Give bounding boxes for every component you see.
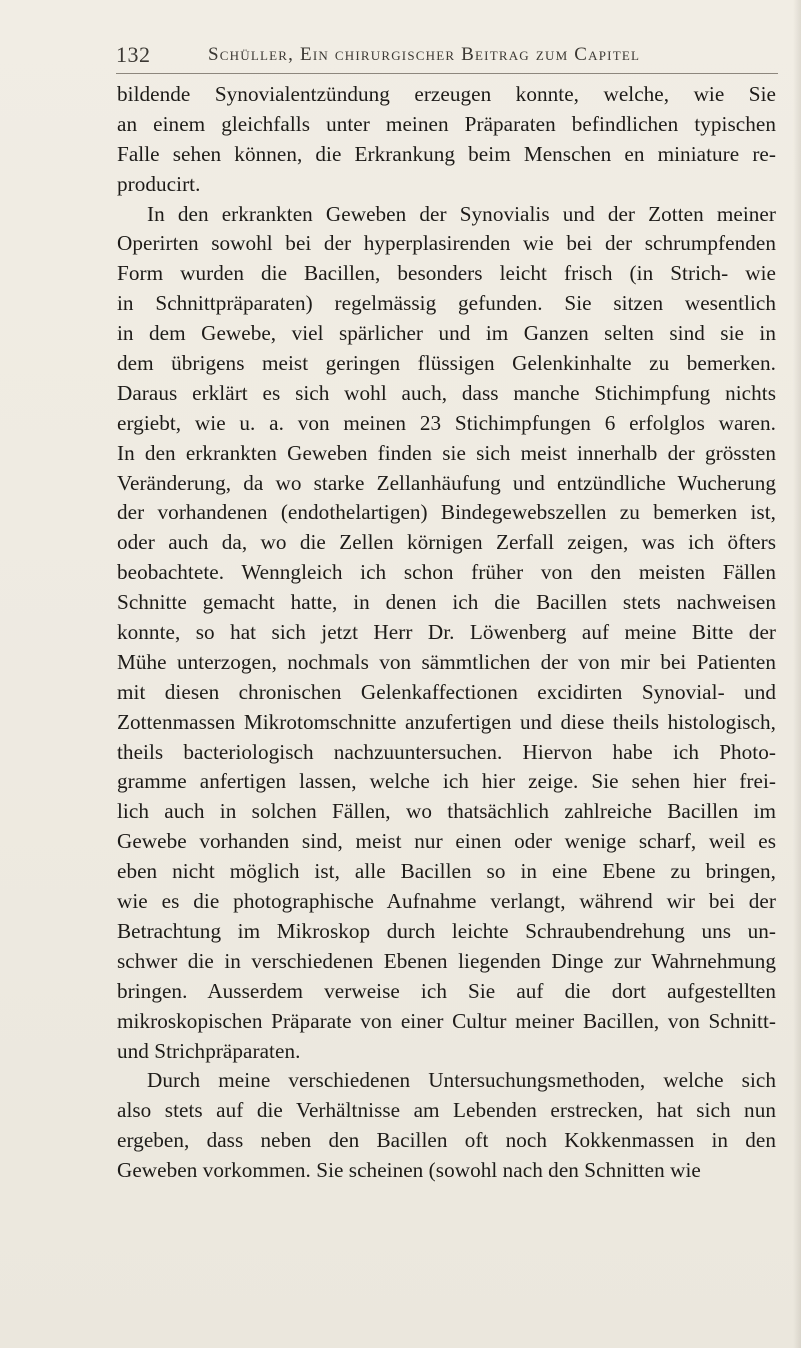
text-line: wie es die photographische Aufnahme verlangt, während wir bei der	[117, 889, 776, 914]
text-line: der vorhandenen (endothelartigen) Bindegewebszellen zu bemerken ist,	[117, 500, 776, 525]
text-line: Operirten sowohl bei der hyperplasirenden wie bei der schrumpfenden	[117, 231, 776, 256]
body-text	[117, 80, 776, 1186]
header-rule	[116, 73, 778, 74]
text-line: mikroskopischen Präparate von einer Cultur meiner Bacillen, von Schnitt-	[117, 1008, 776, 1033]
text-line: gramme anfertigen lassen, welche ich hier zeige. Sie sehen hier frei-	[117, 769, 776, 794]
text-line: theils bacteriologisch nachzuuntersuchen. Hiervon habe ich Photo-	[117, 739, 776, 764]
text-line: Durch meine verschiedenen Untersuchungsmethoden, welche sich	[147, 1068, 776, 1093]
text-line: Daraus erklärt es sich wohl auch, dass manche Stichimpfung nichts	[117, 380, 776, 405]
text-line: bringen. Ausserdem verweise ich Sie auf die dort aufgestellten	[117, 978, 776, 1003]
text-line: konnte, so hat sich jetzt Herr Dr. Löwenberg auf meine Bitte der	[117, 620, 776, 645]
text-line: eben nicht möglich ist, alle Bacillen so in eine Ebene zu bringen,	[117, 859, 776, 884]
text-line: lich auch in solchen Fällen, wo thatsächlich zahlreiche Bacillen im	[117, 799, 776, 824]
text-line: also stets auf die Verhältnisse am Lebenden erstrecken, hat sich nun	[117, 1098, 776, 1123]
text-line: dem übrigens meist geringen flüssigen Gelenkinhalte zu bemerken.	[117, 351, 776, 376]
text-line: an einem gleichfalls unter meinen Präparaten befindlichen typischen	[117, 111, 776, 136]
text-line: In den erkrankten Geweben der Synovialis und der Zotten meiner	[147, 201, 776, 226]
running-head: Schüller, Ein chirurgischer Beitrag zum Capitel	[208, 44, 641, 65]
page-number: 132	[116, 42, 151, 67]
text-line: mit diesen chronischen Gelenkaffectionen excidirten Synovial- und	[117, 679, 776, 704]
text-line: Veränderung, da wo starke Zellanhäufung und entzündliche Wucherung	[117, 470, 776, 495]
text-line: ergeben, dass neben den Bacillen oft noch Kokkenmassen in den	[117, 1128, 776, 1153]
text-line: producirt.	[117, 171, 201, 196]
text-line: bildende Synovialentzündung erzeugen konnte, welche, wie Sie	[117, 82, 776, 106]
text-line: Falle sehen können, die Erkrankung beim Menschen en miniature re-	[117, 141, 776, 166]
text-line: Schnitte gemacht hatte, in denen ich die Bacillen stets nachweisen	[117, 590, 776, 615]
page-header	[116, 38, 776, 72]
text-line: ergiebt, wie u. a. von meinen 23 Stichimpfungen 6 erfolglos waren.	[117, 410, 776, 435]
text-line: in dem Gewebe, viel spärlicher und im Ganzen selten sind sie in	[117, 321, 776, 346]
page-edge-shadow	[793, 0, 801, 1348]
text-line: Form wurden die Bacillen, besonders leicht frisch (in Strich- wie	[117, 261, 776, 286]
text-line: oder auch da, wo die Zellen körnigen Zerfall zeigen, was ich öfters	[117, 530, 776, 555]
text-line: Betrachtung im Mikroskop durch leichte Schraubendrehung uns un-	[117, 918, 776, 943]
text-line: beobachtete. Wenngleich ich schon früher von den meisten Fällen	[117, 560, 776, 585]
text-line: Zottenmassen Mikrotomschnitte anzufertigen und diese theils histologisch,	[117, 709, 776, 734]
text-line: Gewebe vorhanden sind, meist nur einen oder wenige scharf, weil es	[117, 829, 776, 854]
text-line: In den erkrankten Geweben finden sie sich meist innerhalb der grössten	[117, 440, 776, 465]
text-line: Mühe unterzogen, nochmals von sämmtlichen der von mir bei Patienten	[117, 649, 776, 674]
text-line: Geweben vorkommen. Sie scheinen (sowohl nach den Schnitten wie	[117, 1158, 701, 1183]
text-line: und Strichpräparaten.	[117, 1038, 301, 1063]
text-line: schwer die in verschiedenen Ebenen liegenden Dinge zur Wahrnehmung	[117, 948, 776, 973]
text-line: in Schnittpräparaten) regelmässig gefunden. Sie sitzen wesentlich	[117, 291, 776, 316]
